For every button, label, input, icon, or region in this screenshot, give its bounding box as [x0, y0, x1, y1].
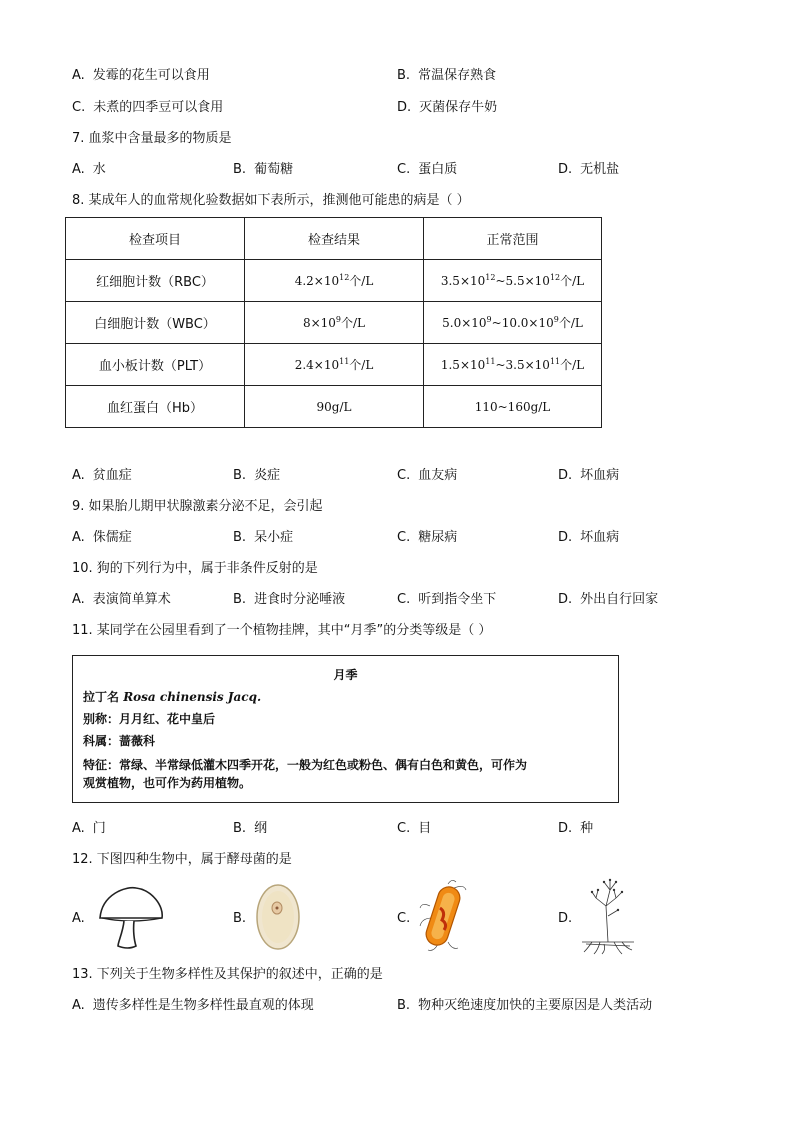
plaque-family: 科属：蔷薇科 [83, 734, 156, 748]
q7-option-d: D. 无机盐 [558, 162, 620, 177]
row-item: 白细胞计数（WBC） [66, 302, 245, 344]
row-result: $4.2\times 10^{12}$个/L [245, 260, 424, 302]
q12-option-c-letter: C. [397, 911, 411, 926]
q12-option-a-letter: A. [72, 911, 85, 926]
q11-option-d: D. 种 [558, 821, 594, 836]
q9-option-a: A. 侏儒症 [72, 530, 132, 545]
q11-stem: 11. 某同学在公园里看到了一个植物挂牌，其中“月季”的分类等级是（ ） [72, 623, 492, 638]
yeast-cell-icon [254, 882, 302, 952]
q12-option-d-letter: D. [558, 911, 573, 926]
q10-stem: 10. 狗的下列行为中，属于非条件反射的是 [72, 561, 318, 576]
q7-stem: 7. 血浆中含量最多的物质是 [72, 131, 232, 146]
table-row [66, 344, 602, 386]
q13-option-b: B. 物种灭绝速度加快的主要原因是人类活动 [397, 998, 653, 1013]
q10-option-a: A. 表演简单算术 [72, 592, 171, 607]
q8-option-b: B. 炎症 [233, 468, 281, 483]
q12-option-b-letter: B. [233, 911, 247, 926]
row-item: 血小板计数（PLT） [66, 344, 245, 386]
q13-stem: 13. 下列关于生物多样性及其保护的叙述中，正确的是 [72, 967, 383, 982]
row-item: 红细胞计数（RBC） [66, 260, 245, 302]
plant-plaque [72, 655, 619, 803]
row-range: $3.5\times 10^{12}\sim 5.5\times 10^{12}$个/L [424, 260, 602, 302]
q11-option-a: A. 门 [72, 821, 106, 836]
bacterium-icon [418, 878, 470, 954]
table-header-row [66, 218, 602, 260]
q10-option-c: C. 听到指令坐下 [397, 592, 497, 607]
header-result: 检查结果 [245, 218, 424, 260]
plaque-feature-1: 特征：常绿、半常绿低灌木四季开花，一般为红色或粉色、偶有白色和黄色，可作为 [83, 758, 528, 772]
mold-icon [578, 876, 638, 956]
row-range: $1.5\times 10^{11}\sim 3.5\times 10^{11}$个/L [424, 344, 602, 386]
q8-option-d: D. 坏血病 [558, 468, 620, 483]
row-result: 90g/L [245, 386, 424, 428]
row-result: $8\times 10^9$个/L [245, 302, 424, 344]
q8-option-c: C. 血友病 [397, 468, 458, 483]
q7-option-a: A. 水 [72, 162, 106, 177]
plaque-title: 月季 [333, 668, 358, 682]
plaque-latin: 拉丁名 Rosa chinensis Jacq. [83, 690, 262, 704]
plaque-alias: 别称：月月红、花中皇后 [83, 712, 216, 726]
header-range: 正常范围 [424, 218, 602, 260]
q9-stem: 9. 如果胎儿期甲状腺激素分泌不足，会引起 [72, 499, 323, 514]
q12-stem: 12. 下图四种生物中，属于酵母菌的是 [72, 852, 292, 867]
q7-option-c: C. 蛋白质 [397, 162, 458, 177]
q7-option-b: B. 葡萄糖 [233, 162, 294, 177]
table-row [66, 260, 602, 302]
q11-option-b: B. 纲 [233, 821, 268, 836]
header-item: 检查项目 [66, 218, 245, 260]
row-result: $2.4\times 10^{11}$个/L [245, 344, 424, 386]
blood-test-table [65, 217, 602, 428]
row-range: 110~160g/L [424, 386, 602, 428]
plaque-feature-2: 观赏植物，也可作为药用植物。 [83, 776, 252, 790]
row-item: 血红蛋白（Hb） [66, 386, 245, 428]
q13-option-a: A. 遗传多样性是生物多样性最直观的体现 [72, 998, 314, 1013]
row-range: $5.0\times 10^9\sim 10.0\times 10^9$个/L [424, 302, 602, 344]
q8-option-a: A. 贫血症 [72, 468, 132, 483]
q9-option-b: B. 呆小症 [233, 530, 294, 545]
q9-option-c: C. 糖尿病 [397, 530, 458, 545]
q10-option-d: D. 外出自行回家 [558, 592, 659, 607]
q10-option-b: B. 进食时分泌唾液 [233, 592, 346, 607]
q6-option-a: A. 发霉的花生可以食用 [72, 68, 210, 83]
q9-option-d: D. 坏血病 [558, 530, 620, 545]
table-row [66, 386, 602, 428]
q6-option-d: D. 灭菌保存牛奶 [397, 100, 498, 115]
q11-option-c: C. 目 [397, 821, 432, 836]
q8-stem: 8. 某成年人的血常规化验数据如下表所示，推测他可能患的病是（ ） [72, 193, 470, 208]
q6-option-b: B. 常温保存熟食 [397, 68, 497, 83]
q6-option-c: C. 未煮的四季豆可以食用 [72, 100, 224, 115]
mushroom-icon [96, 884, 166, 950]
table-row [66, 302, 602, 344]
